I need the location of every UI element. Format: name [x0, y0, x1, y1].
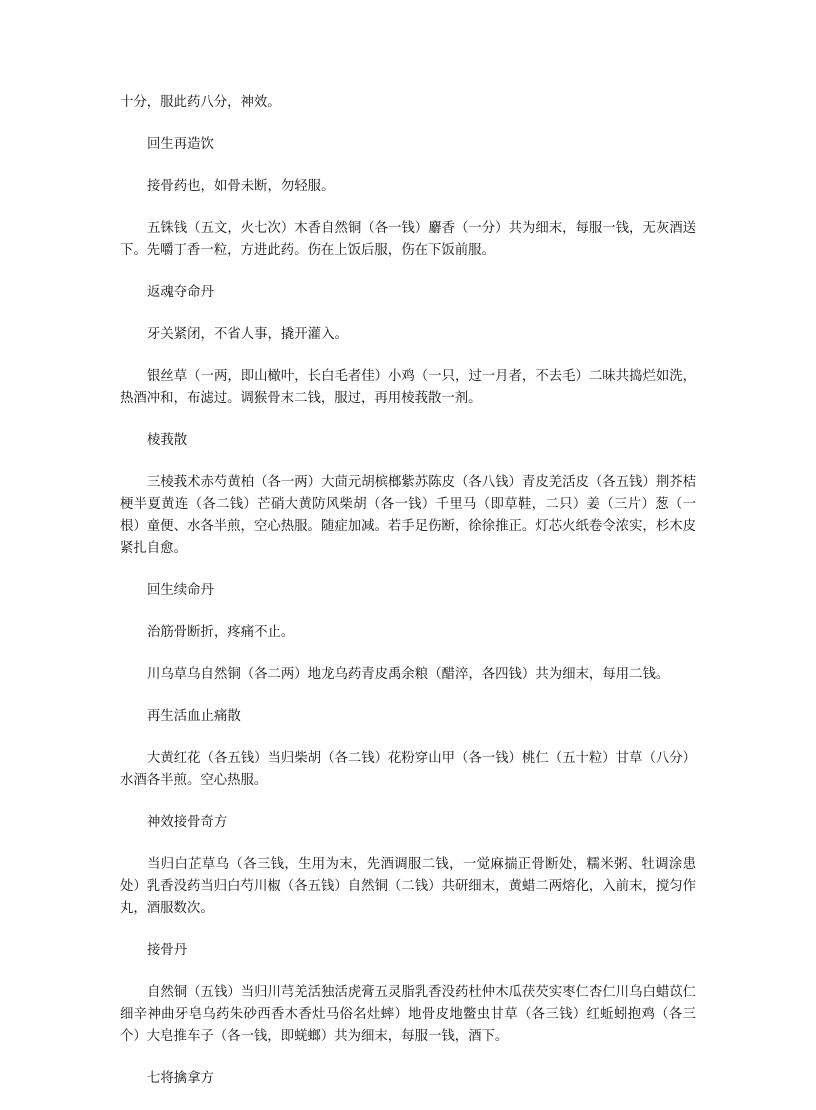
text-paragraph: 川乌草乌自然铜（各二两）地龙乌药青皮禹余粮（醋淬，各四钱）共为细末，每用二钱。: [147, 667, 670, 682]
text-paragraph: 大黄红花（各五钱）当归柴胡（各二钱）花粉穿山甲（各一钱）桃仁（五十粒）甘草（八分）水酒各半煎。空心热服。: [120, 751, 697, 788]
recipe-title: 神效接骨奇方: [147, 815, 228, 830]
recipe-title: 接骨丹: [147, 943, 188, 958]
text-paragraph: 牙关紧闭，不省人事，撬开灌入。: [147, 327, 348, 342]
recipe-title: 回生再造饮: [147, 137, 214, 152]
text-paragraph: 接骨药也，如骨未断，勿轻服。: [147, 179, 335, 194]
recipe-title: 七将擒拿方: [147, 1071, 214, 1086]
text-paragraph: 十分，服此药八分，神效。: [120, 95, 281, 110]
document-page: [120, 92, 696, 1110]
recipe-title: 棱莪散: [147, 433, 188, 448]
text-paragraph: 银丝草（一两，即山橄叶，长白毛者佳）小鸡（一只，过一月者，不去毛）二味共捣烂如洗，热酒冲和，布滤过。调猴骨末二钱，服过，再用棱莪散一剂。: [120, 369, 697, 406]
text-paragraph: 五铢钱（五文，火七次）木香自然铜（各一钱）麝香（一分）共为细末，每服一钱，无灰酒送下。先嚼丁香一粒，方进此药。伤在上饭后服，伤在下饭前服。: [120, 221, 697, 258]
recipe-title: 返魂夺命丹: [147, 285, 214, 300]
text-paragraph: 治筋骨断折，疼痛不止。: [147, 625, 295, 640]
recipe-title: 再生活血止痛散: [147, 709, 241, 724]
text-paragraph: 自然铜（五钱）当归川芎羌活独活虎膏五灵脂乳香没药杜仲木瓜茯芡实枣仁杏仁川乌白蜡苡仁细辛神曲牙皂乌药朱砂西香木香灶马俗名灶蟀）地骨皮地鳖虫甘草（各三钱）红蚯蚓抱鸡（各三个）大皂推车子（各一钱，即蜣螂）共为细末，每服一钱，酒下。: [120, 985, 697, 1044]
text-paragraph: 三棱莪术赤芍黄柏（各一两）大茴元胡槟榔紫苏陈皮（各八钱）青皮羌活皮（各五钱）荆芥桔梗半夏黄连（各二钱）芒硝大黄防风柴胡（各一钱）千里马（即草鞋，二只）姜（三片）葱（一根）童便、水各半煎，空心热服。随症加减。若手足伤断，徐徐推正。灯芯火纸卷令浓实，杉木皮紧扎自愈。: [120, 475, 697, 556]
text-paragraph: 当归白芷草乌（各三钱，生用为末，先酒调服二钱，一觉麻揣正骨断处，糯米粥、牡调涂患处）乳香没药当归白芍川椒（各五钱）自然铜（二钱）共研细末，黄蜡二两熔化，入前末，搅匀作丸，酒服数次。: [120, 857, 696, 916]
recipe-title: 回生续命丹: [147, 583, 214, 598]
